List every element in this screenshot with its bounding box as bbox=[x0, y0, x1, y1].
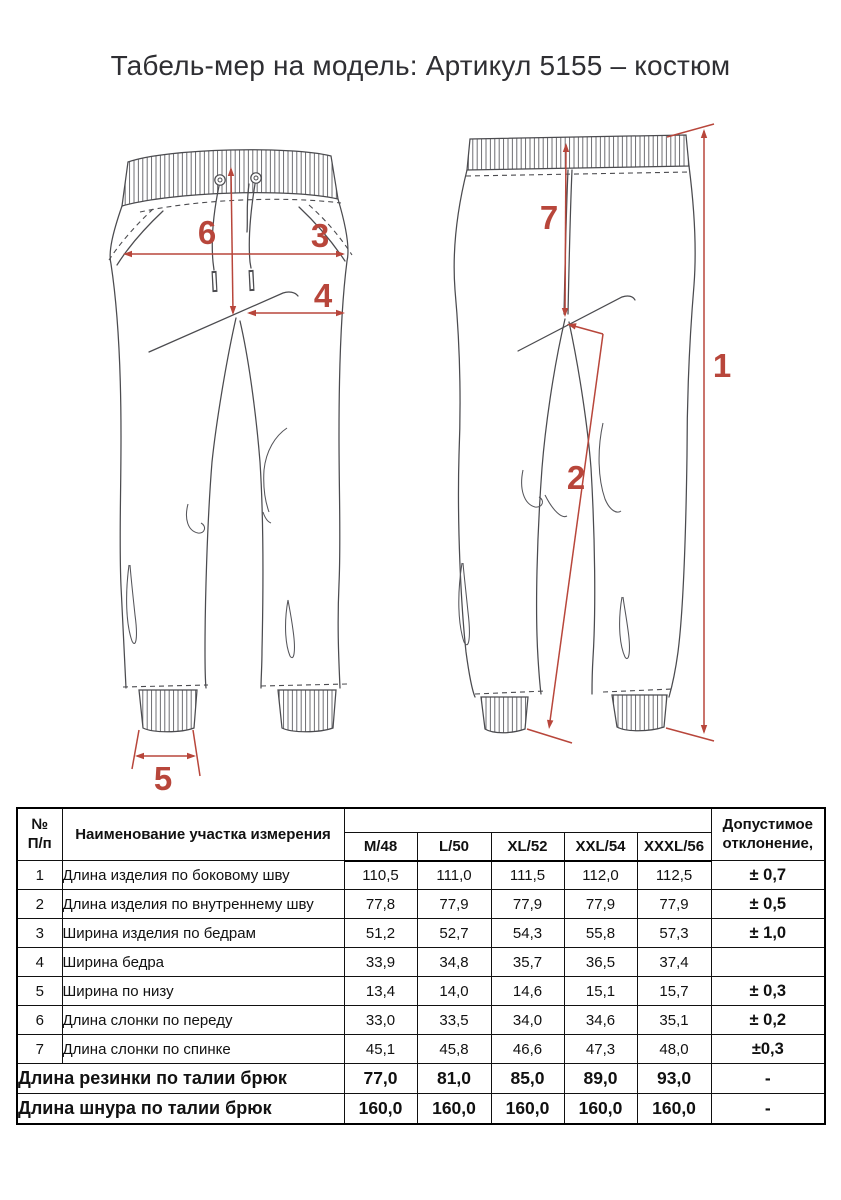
size-value: 111,5 bbox=[491, 861, 564, 890]
measure-label-6: 6 bbox=[197, 214, 217, 251]
col-header-sizes-group bbox=[344, 808, 711, 832]
size-value: 85,0 bbox=[491, 1064, 564, 1094]
size-value: 93,0 bbox=[637, 1064, 711, 1094]
size-value: 13,4 bbox=[344, 977, 417, 1006]
crotch-seam-front bbox=[149, 292, 298, 352]
tolerance-value: ± 0,3 bbox=[711, 977, 825, 1006]
size-value: 33,5 bbox=[417, 1006, 491, 1035]
row-num: 7 bbox=[17, 1035, 62, 1064]
col-header-num bbox=[17, 808, 62, 861]
col-header-tolerance bbox=[711, 808, 825, 861]
page-title: Табель-мер на модель: Артикул 5155 – костюм bbox=[110, 50, 731, 81]
table-row bbox=[17, 890, 825, 919]
col-header-name: Наименование участка измерения bbox=[62, 808, 344, 861]
size-value: 45,1 bbox=[344, 1035, 417, 1064]
table-row bbox=[17, 919, 825, 948]
footer-row-name: Длина шнура по талии брюк bbox=[17, 1094, 344, 1124]
cuff-back-left bbox=[481, 697, 528, 733]
size-value: 160,0 bbox=[637, 1094, 711, 1124]
tolerance-value: ± 0,5 bbox=[711, 890, 825, 919]
row-num: 1 bbox=[17, 861, 62, 890]
size-value: 77,9 bbox=[564, 890, 637, 919]
size-value: 34,6 bbox=[564, 1006, 637, 1035]
size-value: 77,9 bbox=[417, 890, 491, 919]
size-value: 57,3 bbox=[637, 919, 711, 948]
table-footer-row bbox=[17, 1064, 825, 1094]
table-row bbox=[17, 1035, 825, 1064]
row-name: Ширина по низу bbox=[62, 977, 344, 1006]
size-value: 89,0 bbox=[564, 1064, 637, 1094]
measure-3 bbox=[123, 217, 345, 257]
row-name: Ширина изделия по бедрам bbox=[62, 919, 344, 948]
size-value: 111,0 bbox=[417, 861, 491, 890]
tolerance-value bbox=[711, 948, 825, 977]
tolerance-value: ±0,3 bbox=[711, 1035, 825, 1064]
size-value: 34,0 bbox=[491, 1006, 564, 1035]
waist-stitch-front bbox=[140, 199, 341, 212]
size-value: 14,6 bbox=[491, 977, 564, 1006]
pocket-left bbox=[117, 211, 163, 265]
size-value: 35,1 bbox=[637, 1006, 711, 1035]
measure-label-3: 3 bbox=[310, 217, 330, 254]
size-value: 14,0 bbox=[417, 977, 491, 1006]
measure-4 bbox=[247, 277, 345, 316]
size-value: 33,0 bbox=[344, 1006, 417, 1035]
row-name: Длина слонки по переду bbox=[62, 1006, 344, 1035]
measure-label-1: 1 bbox=[712, 347, 732, 384]
row-name: Длина слонки по спинке bbox=[62, 1035, 344, 1064]
table-row bbox=[17, 948, 825, 977]
col-header-size: XXXL/56 bbox=[637, 832, 711, 861]
cuff-back-right bbox=[612, 695, 667, 731]
tolerance-value: ± 0,7 bbox=[711, 861, 825, 890]
size-value: 160,0 bbox=[491, 1094, 564, 1124]
size-value: 77,8 bbox=[344, 890, 417, 919]
size-value: 36,5 bbox=[564, 948, 637, 977]
measure-label-7: 7 bbox=[539, 199, 559, 236]
size-value: 55,8 bbox=[564, 919, 637, 948]
tolerance-value: - bbox=[711, 1064, 825, 1094]
row-num: 3 bbox=[17, 919, 62, 948]
table-row bbox=[17, 977, 825, 1006]
size-value: 37,4 bbox=[637, 948, 711, 977]
row-num: 2 bbox=[17, 890, 62, 919]
tolerance-header-line2: отклонение, bbox=[722, 834, 814, 852]
tolerance-value: ± 0,2 bbox=[711, 1006, 825, 1035]
cuff-front-left bbox=[139, 690, 197, 732]
waist-stitch-back bbox=[466, 172, 689, 176]
size-value: 160,0 bbox=[564, 1094, 637, 1124]
size-value: 47,3 bbox=[564, 1035, 637, 1064]
size-value: 52,7 bbox=[417, 919, 491, 948]
size-value: 54,3 bbox=[491, 919, 564, 948]
back-view-drawing bbox=[454, 135, 695, 733]
row-name: Ширина бедра bbox=[62, 948, 344, 977]
num-header-line2: П/п bbox=[27, 834, 52, 852]
size-value: 81,0 bbox=[417, 1064, 491, 1094]
col-header-size: XL/52 bbox=[491, 832, 564, 861]
waistband-back bbox=[467, 135, 689, 170]
size-value: 15,7 bbox=[637, 977, 711, 1006]
waistband-front bbox=[122, 150, 338, 206]
table-footer-row bbox=[17, 1094, 825, 1124]
col-header-size: XXL/54 bbox=[564, 832, 637, 861]
table-row bbox=[17, 1006, 825, 1035]
row-name: Длина изделия по боковому шву bbox=[62, 861, 344, 890]
size-value: 112,5 bbox=[637, 861, 711, 890]
col-header-size: M/48 bbox=[344, 832, 417, 861]
row-name: Длина изделия по внутреннему шву bbox=[62, 890, 344, 919]
tolerance-value: - bbox=[711, 1094, 825, 1124]
size-value: 33,9 bbox=[344, 948, 417, 977]
measure-label-5: 5 bbox=[153, 760, 173, 797]
size-value: 15,1 bbox=[564, 977, 637, 1006]
table-row bbox=[17, 861, 825, 890]
measure-5 bbox=[132, 730, 200, 797]
size-value: 51,2 bbox=[344, 919, 417, 948]
measure-label-2: 2 bbox=[566, 459, 586, 496]
size-value: 35,7 bbox=[491, 948, 564, 977]
size-value: 112,0 bbox=[564, 861, 637, 890]
size-value: 46,6 bbox=[491, 1035, 564, 1064]
num-header-line1: № bbox=[31, 815, 49, 833]
size-value: 34,8 bbox=[417, 948, 491, 977]
footer-row-name: Длина резинки по талии брюк bbox=[17, 1064, 344, 1094]
fabric-wrinkles-front bbox=[127, 428, 295, 658]
size-value: 160,0 bbox=[344, 1094, 417, 1124]
col-header-size: L/50 bbox=[417, 832, 491, 861]
tolerance-value: ± 1,0 bbox=[711, 919, 825, 948]
cuff-front-right bbox=[278, 690, 336, 732]
row-num: 4 bbox=[17, 948, 62, 977]
size-value: 110,5 bbox=[344, 861, 417, 890]
measure-1 bbox=[666, 124, 731, 741]
size-value: 160,0 bbox=[417, 1094, 491, 1124]
size-value: 77,9 bbox=[491, 890, 564, 919]
measurement-table bbox=[16, 807, 826, 1125]
size-value: 48,0 bbox=[637, 1035, 711, 1064]
size-value: 45,8 bbox=[417, 1035, 491, 1064]
measure-label-4: 4 bbox=[313, 277, 333, 314]
row-num: 6 bbox=[17, 1006, 62, 1035]
size-value: 77,0 bbox=[344, 1064, 417, 1094]
size-value: 77,9 bbox=[637, 890, 711, 919]
row-num: 5 bbox=[17, 977, 62, 1006]
fabric-wrinkles-back bbox=[459, 423, 630, 659]
tolerance-header-line1: Допустимое bbox=[722, 815, 813, 833]
